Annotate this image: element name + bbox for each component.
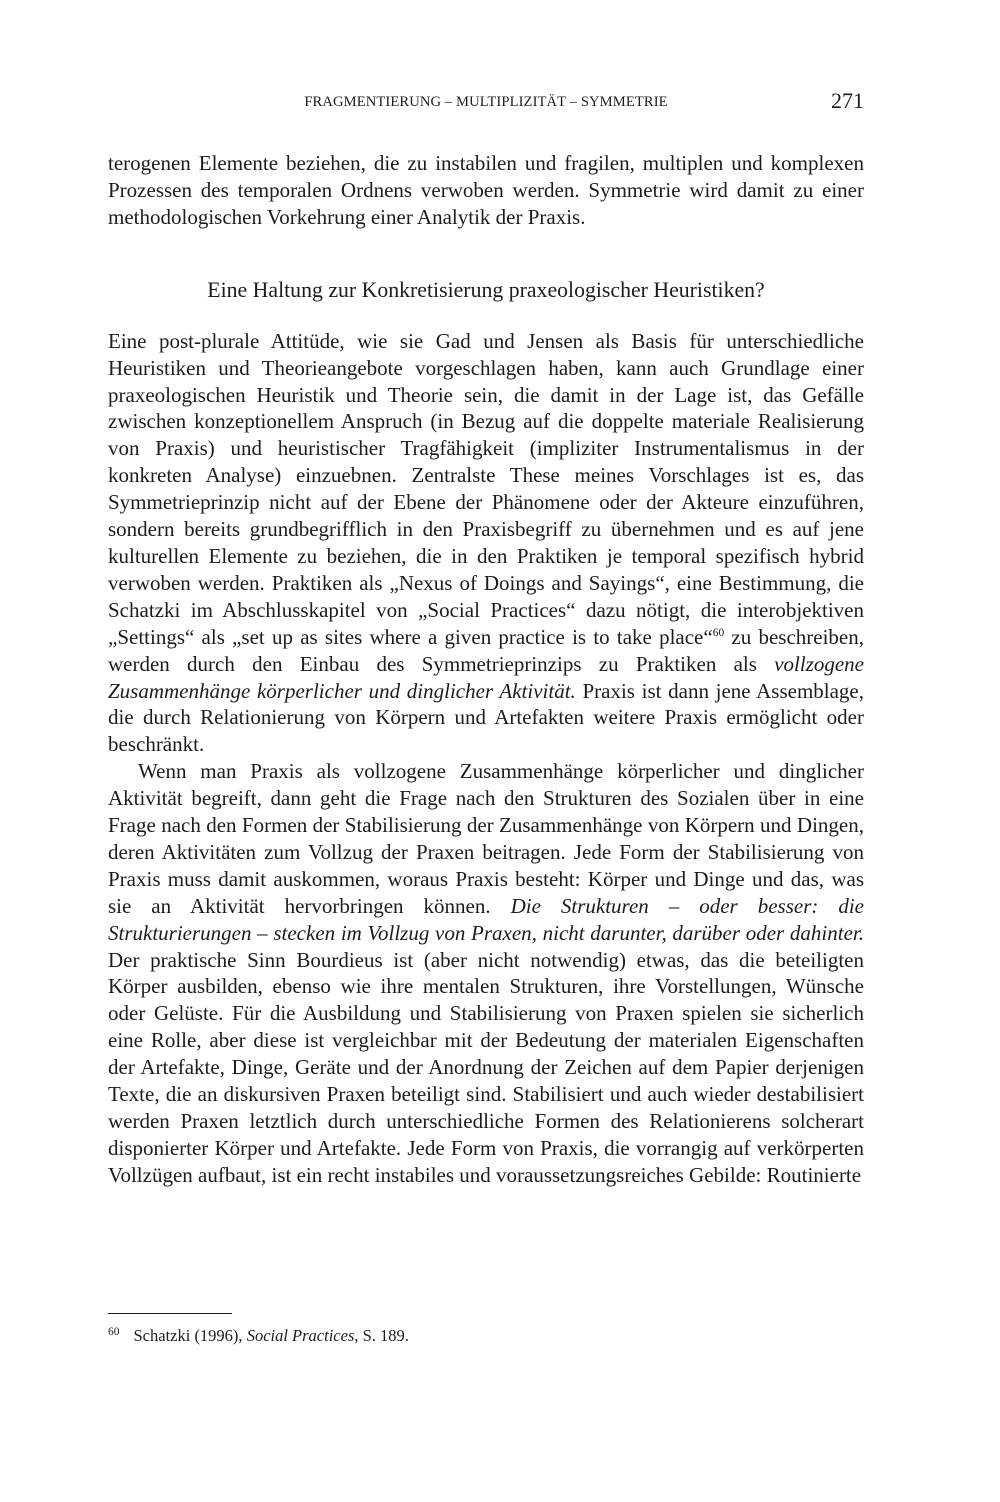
body-text: [108, 150, 864, 1189]
emphasis-text: vollzogene Zusammenhänge körperlicher und dinglicher Aktivität.: [108, 651, 864, 703]
footnote-text: Schatzki (1996),: [133, 1326, 247, 1345]
paragraph-text: Wenn man Praxis als vollzogene Zusammenhänge körperlicher und dinglicher Aktivität begreift, dann geht die Frage nach den Strukturen des Sozialen über in eine Frage nach den Formen der Stabilisierung der Zusammenhänge von Körpern und Dingen, deren Aktivitäten zum Vollzug der Praxen beitragen. Jede Form der Stabilisierung von Praxis muss damit auskommen, woraus Praxis besteht: Körper und Dinge und das, was sie an Aktivität hervorbringen können.: [108, 759, 864, 918]
footnote-number: 60: [108, 1326, 120, 1338]
paragraph-text: zu beschreiben, werden durch den Einbau des Symmetrieprinzips zu Praktiken als: [108, 624, 865, 676]
page-header: [108, 88, 864, 122]
paragraph: [108, 758, 864, 1189]
paragraph-continuation: terogenen Elemente beziehen, die zu instabilen und fragilen, multiplen und komplexen Prozessen des temporalen Ordnens verwoben werden. Symmetrie wird damit zu einer methodologischen Vorkehrung einer Analytik der Praxis.: [108, 151, 864, 229]
footnote-reference[interactable]: 60: [712, 626, 725, 639]
footnote-divider: [108, 1313, 232, 1314]
emphasis-text: Die Strukturen – oder besser: die Strukturierungen – stecken im Vollzug von Praxen, nicht darunter, darüber oder dahinter.: [108, 893, 864, 945]
footnote-title: Social Practices: [246, 1326, 355, 1345]
running-head: FRAGMENTIERUNG – MULTIPLIZITÄT – SYMMETRIE: [304, 94, 668, 110]
footnote: [108, 1325, 864, 1347]
paragraph-text: Praxis ist dann jene Assemblage, die durch Relationierung von Körpern und Artefakten weitere Praxis ermöglicht oder beschränkt.: [108, 678, 865, 757]
paragraph-text: Eine post-plurale Attitüde, wie sie Gad und Jensen als Basis für unterschiedliche Heuristiken und Theorieangebote vorgeschlagen haben, kann auch Grundlage einer praxeologischen Heuristik und Theorie sein, die damit in der Lage ist, das Gefälle zwischen konzeptionellem Anspruch (in Bezug auf die doppelte materiale Realisierung von Praxis) und heuristischer Tragfähigkeit (impliziter Instrumentalismus in der konkreten Analyse) einzuebnen. Zentralste These meines Vorschlages ist es, das Symmetrieprinzip nicht auf der Ebene der Phänomene oder der Akteure einzuführen, sondern bereits grundbegrifflich in den Praxisbegriff zu übernehmen und es auf jene kulturellen Elemente zu beziehen, die in den Praktiken je temporal spezifisch hybrid verwoben werden. Praktiken als „Nexus of Doings and Sayings“, eine Bestimmung, die Schatzki im Abschlusskapitel von „Social Practices“ dazu nötigt, die interobjektiven „Settings“ als „set up as sites where a given practice is to take place“: [108, 328, 864, 649]
paragraph-text: Der praktische Sinn Bourdieus ist (aber nicht notwendig) etwas, das die beteiligten Körper ausbilden, ebenso wie ihre mentalen Strukturen, ihre Vorstellungen, Wünsche oder Gelüste. Für die Ausbildung und Stabilisierung von Praxen spielen sie sicherlich eine Rolle, aber diese ist vergleichbar mit der Bedeutung der materialen Eigenschaften der Artefakte, Dinge, Geräte und der Anordnung der Zeichen auf dem Papier derjenigen Texte, die an diskursiven Praxen beteiligt sind. Stabilisiert und auch wieder destabilisiert werden Praxen letztlich durch unterschiedliche Formen des Relationierens solcherart disponierter Körper und Artefakte. Jede Form von Praxis, die vorrangig auf verkörperten Vollzügen aufbaut, ist ein recht instabiles und voraussetzungsreiches Gebilde: Routinierte: [108, 947, 864, 1187]
paragraph: [108, 328, 864, 759]
footnote-text: , S. 189.: [354, 1326, 409, 1345]
section-heading: Eine Haltung zur Konkretisierung praxeologischer Heuristiken?: [207, 277, 765, 302]
page-number: 271: [831, 88, 864, 113]
